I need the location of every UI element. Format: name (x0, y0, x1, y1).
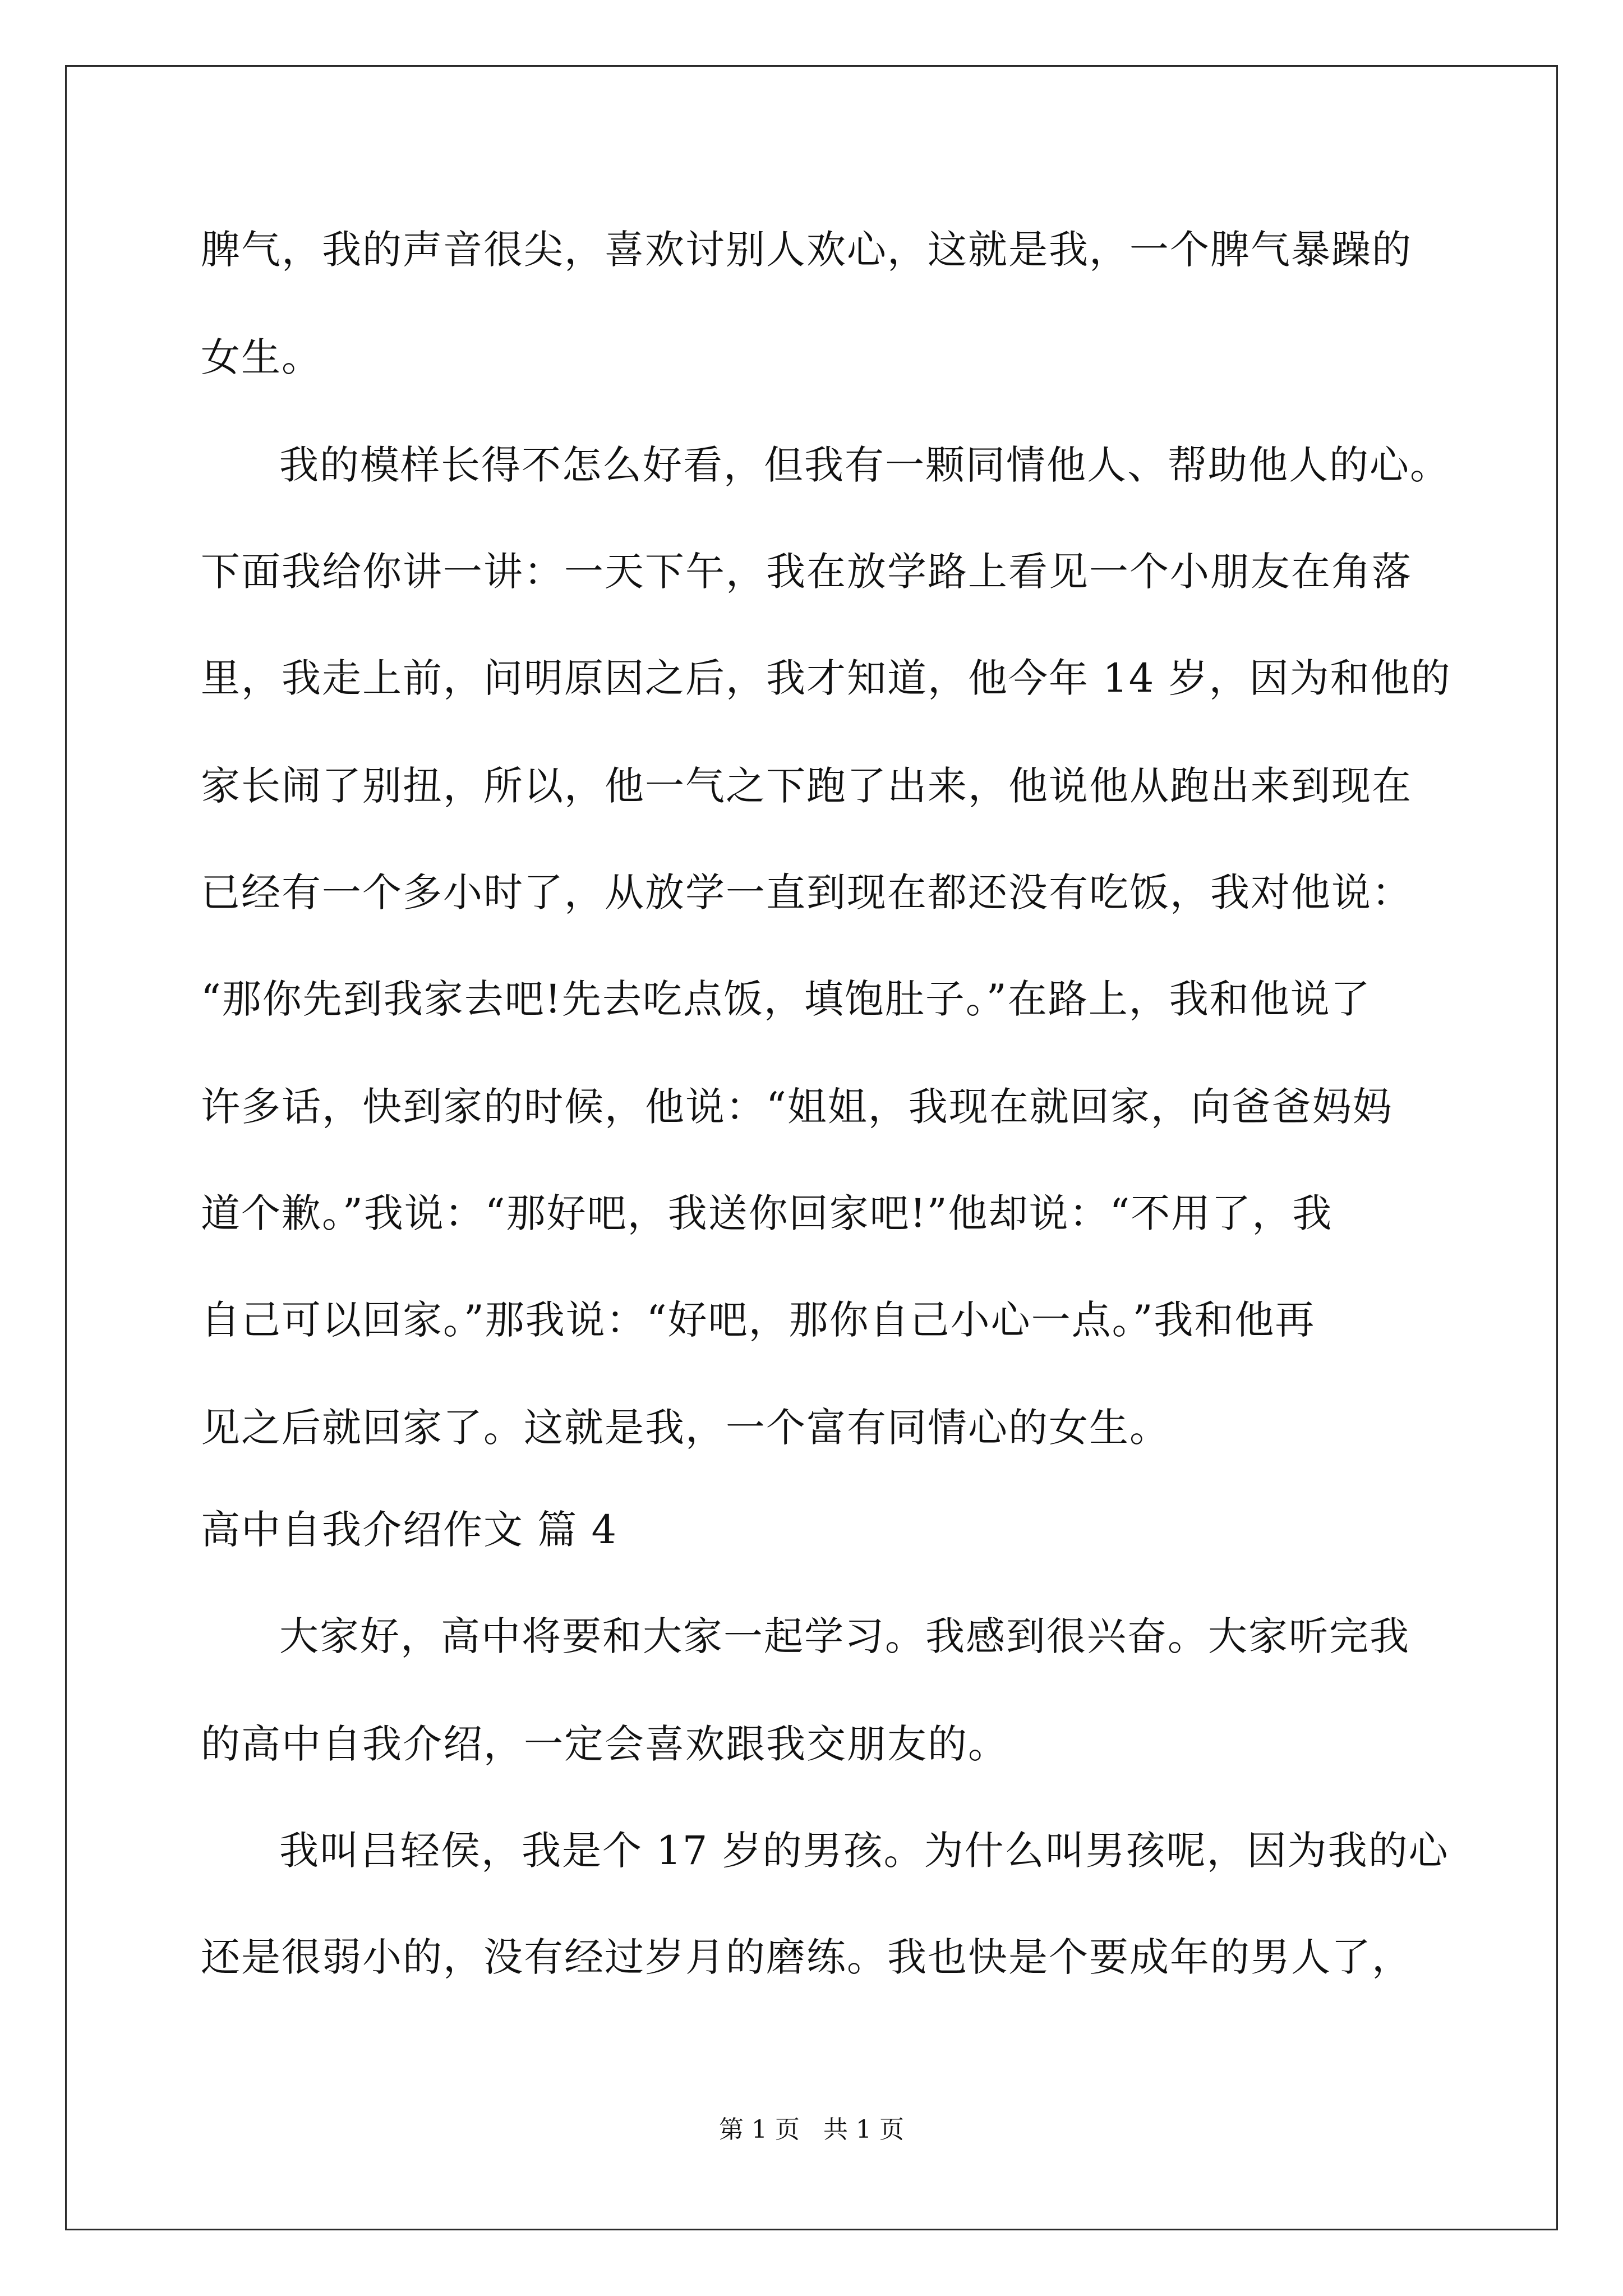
section-heading: 高中自我介绍作文 篇 4 (201, 1507, 618, 1553)
paragraph-start-line: 我的模样长得不怎么好看，但我有一颗同情他人、帮助他人的心。 (279, 442, 1450, 488)
body-text-line: “那你先到我家去吧!先去吃点饭，填饱肚子。”在路上，我和他说了 (201, 976, 1371, 1022)
body-text-line: 许多话，快到家的时候，他说：“姐姐，我现在就回家，向爸爸妈妈 (201, 1084, 1393, 1130)
body-text-line: 已经有一个多小时了，从放学一直到现在都还没有吃饭，我对他说： (201, 869, 1412, 915)
body-text-line: 自己可以回家。”那我说：“好吧，那你自己小心一点。”我和他再 (201, 1297, 1316, 1343)
body-text-line: 女生。 (201, 334, 322, 380)
paragraph-start-line: 我叫吕轻侯，我是个 17 岁的男孩。为什么叫男孩呢，因为我的心 (279, 1828, 1449, 1874)
body-text-line: 的高中自我介绍，一定会喜欢跟我交朋友的。 (201, 1721, 1008, 1767)
body-text-line: 道个歉。”我说：“那好吧，我送你回家吧!”他却说：“不用了，我 (201, 1190, 1333, 1236)
body-text-line: 下面我给你讲一讲：一天下午，我在放学路上看见一个小朋友在角落 (201, 549, 1412, 595)
body-text-line: 脾气，我的声音很尖，喜欢讨别人欢心，这就是我，一个脾气暴躁的 (201, 227, 1412, 273)
body-text-line: 还是很弱小的，没有经过岁月的磨练。我也快是个要成年的男人了， (201, 1934, 1412, 1980)
body-text-line: 家长闹了别扭，所以，他一气之下跑了出来，他说他从跑出来到现在 (201, 763, 1412, 809)
page-number-footer: 第 1 页 共 1 页 (719, 2115, 904, 2144)
page-frame (65, 65, 1558, 2230)
body-text-line: 见之后就回家了。这就是我，一个富有同情心的女生。 (201, 1405, 1170, 1451)
paragraph-start-line: 大家好，高中将要和大家一起学习。我感到很兴奋。大家听完我 (279, 1613, 1410, 1659)
body-text-line: 里，我走上前，问明原因之后，我才知道，他今年 14 岁，因为和他的 (201, 655, 1451, 701)
